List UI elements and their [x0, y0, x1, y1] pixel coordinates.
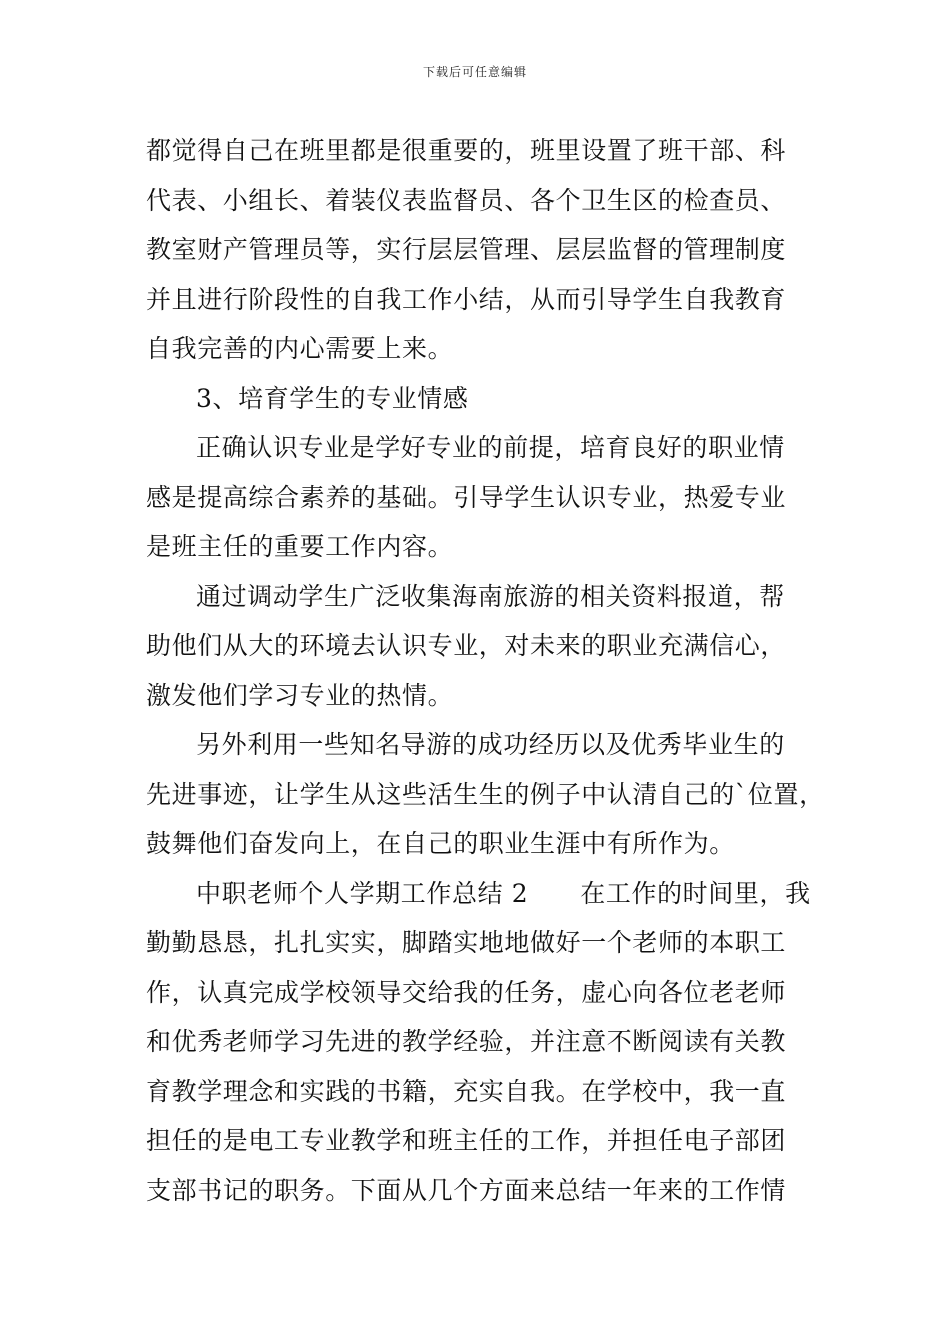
text-line: 勤勤恳恳，扎扎实实，脚踏实地地做好一个老师的本职工 [146, 928, 787, 957]
text-line: 代表、小组长、着装仪表监督员、各个卫生区的检查员、 [146, 185, 787, 215]
text-line: 自我完善的内心需要上来。 [146, 334, 454, 363]
text-line: 正确认识专业是学好专业的前提，培育良好的职业情 [196, 433, 785, 462]
text-line: 作，认真完成学校领导交给我的任务，虚心向各位老老师 [146, 977, 787, 1007]
text-line: 通过调动学生广泛收集海南旅游的相关资料报道，帮 [196, 581, 785, 611]
text-line: 助他们从大的环境去认识专业，对未来的职业充满信心， [146, 631, 787, 660]
text-line: 感是提高综合素养的基础。引导学生认识专业，热爱专业 [146, 482, 787, 512]
section-heading: 3、培育学生的专业情感 [196, 383, 469, 413]
text-line-mixed [146, 869, 810, 919]
page-header-note: 下载后可任意编辑 [422, 65, 527, 79]
text-line: 并且进行阶段性的自我工作小结，从而引导学生自我教育 [146, 284, 787, 314]
text-line: 鼓舞他们奋发向上，在自己的职业生涯中有所作为。 [146, 829, 735, 858]
text-line: 另外利用一些知名导游的成功经历以及优秀毕业生的 [196, 730, 785, 759]
text-line: 教室财产管理员等，实行层层管理、层层监督的管理制度 [146, 235, 787, 264]
text-segment: 在工作的时间里，我 [580, 878, 811, 908]
text-line: 支部书记的职务。下面从几个方面来总结一年来的工作情 [146, 1175, 787, 1205]
text-line: 先进事迹，让学生从这些活生生的例子中认清自己的`位置， [146, 779, 825, 809]
text-line: 是班主任的重要工作内容。 [146, 532, 454, 561]
text-line: 担任的是电工专业教学和班主任的工作，并担任电子部团 [146, 1126, 787, 1155]
text-line: 激发他们学习专业的热情。 [146, 680, 454, 710]
text-line: 都觉得自己在班里都是很重要的，班里设置了班干部、科 [146, 136, 787, 165]
summary-title: 中职老师个人学期工作总结 2 [196, 878, 529, 908]
document-body [146, 126, 825, 1215]
text-line: 和优秀老师学习先进的教学经验，并注意不断阅读有关教 [146, 1027, 787, 1056]
text-line: 育教学理念和实践的书籍，充实自我。在学校中，我一直 [146, 1076, 787, 1106]
